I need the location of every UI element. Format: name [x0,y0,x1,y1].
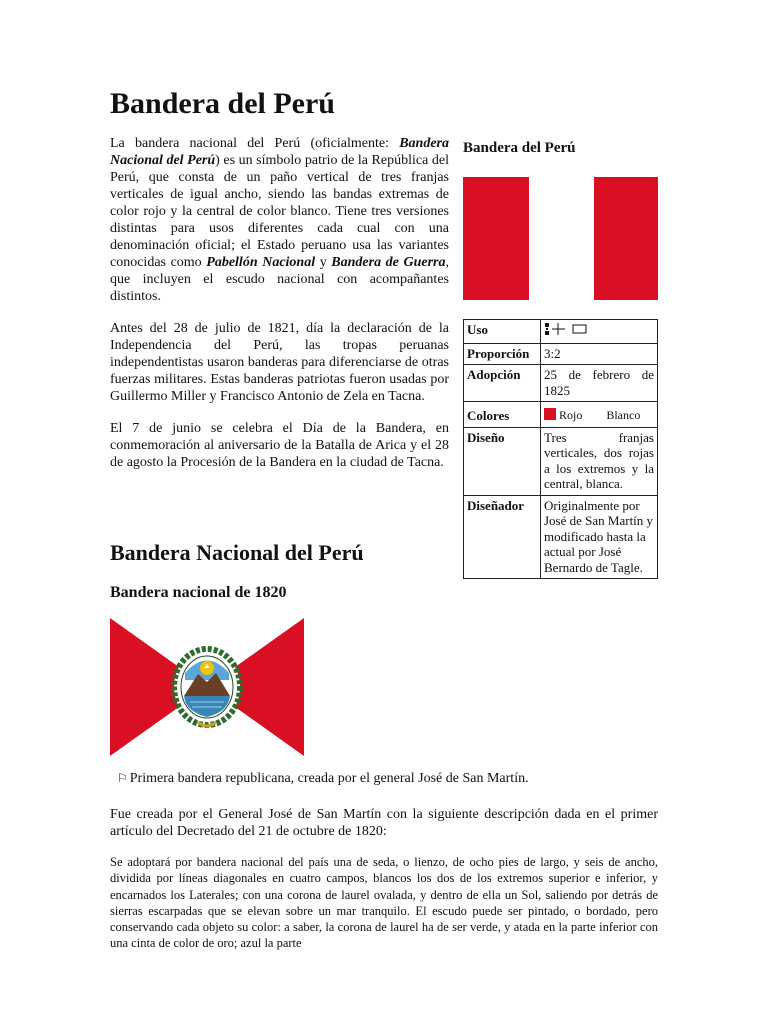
infobox-value [541,320,658,344]
white-swatch [591,408,603,420]
infobox-value: 3:2 [541,343,658,365]
flag-of-peru-image [463,177,658,300]
infobox-value: Originalmente por José de San Martín y modificado hasta la actual por José Bernardo de Tagle. [541,495,658,579]
infobox-label: Diseño [464,427,541,495]
intro-paragraph-3: El 7 de junio se celebra el Día de la Bandera, en conmemoración al aniversario de la Batalla de Arica y el 28 de agosto la Procesión de la Bandera en la ciudad de Tacna. [110,421,449,470]
infobox-label: Uso [464,320,541,344]
flag-1820-caption: ⚐ Primera bandera republicana, creada por el general José de San Martín. [117,771,529,786]
infobox-row-proporcion [464,343,658,365]
infobox-row-diseno [464,427,658,495]
intro-paragraph-2: Antes del 28 de julio de 1821, día la declaración de la Independencia del Perú, las tropas peruanas independentistas usaron banderas para diferenciarse de otras fuerzas militares. Estas banderas patriotas fueron usadas por Guillermo Miller y Francisco Antonio de Zela en Tacna. [110,321,449,404]
body-paragraph: Fue creada por el General José de San Martín con la siguiente descripción dada en el primer artículo del Decretado del 21 de octubre de 1820: [110,807,658,839]
flag-center-stripe [529,177,594,300]
decree-quote: Se adoptará por bandera nacional del país una de seda, o lienzo, de ocho pies de largo, y seis de ancho, dividida por líneas diagonales en cuatro campos, blancos los dos de los extremos superior e inferior, y encarnados los Laterales; con una corona de laurel ovalada, y dentro de ella un Sol, saliendo por detrás de sierras escarpadas que se elevan sobre un mar tranquilo. El escudo puede ser pintado, o bordado, pero conservando cada objeto su color: a saber, la corona de laurel ha de ser verde, y atada en la parte inferior con una cinta de color de oro; azul la parte [110,855,658,951]
infobox-label: Proporción [464,343,541,365]
infobox-row-uso [464,320,658,344]
caption-flag-icon: ⚐ [117,771,128,785]
flag-1820-image [110,618,304,756]
infobox-value: Rojo Blanco [541,402,658,428]
flag-outline-icon [572,323,588,335]
infobox-label: Diseñador [464,495,541,579]
subsection-title: Bandera nacional de 1820 [110,584,287,601]
official-name: Bandera Nacional del Perú [110,136,449,168]
red-swatch [544,408,556,420]
flag-left-stripe [463,177,529,300]
infobox-label: Adopción [464,365,541,402]
infobox-row-colores [464,402,658,428]
section-title: Bandera Nacional del Perú [110,540,364,565]
infobox-row-disenador [464,495,658,579]
variant-pabellon: Pabellón Nacional [206,255,316,270]
infobox-title: Bandera del Perú [463,140,576,156]
intro-text [110,135,449,486]
infobox-value: Tres franjas verticales, dos rojas a los extremos y la central, blanca. [541,427,658,495]
infobox-table [463,319,658,579]
infobox-row-adopcion [464,365,658,402]
page-title: Bandera del Perú [110,87,335,120]
infobox-label: Colores [464,402,541,428]
flag-right-stripe [594,177,658,300]
intro-paragraph-1: La bandera nacional del Perú (oficialmente: Bandera Nacional del Perú) es un símbolo patrio de la República del Perú, que consta de un paño vertical de tres franjas verticales de igual ancho, siendo las bandas extremas de color rojo y la central de color blanco. Tiene tres versiones distintas para usos diferentes cada cual con una denominación oficial; el Estado peruano usa las variantes conocidas como Pabellón Nacional y Bandera de Guerra, que incluyen el escudo nacional con acompañantes distintos. [110,136,449,304]
variant-guerra: Bandera de Guerra [331,255,446,270]
civil-use-icon [544,322,566,336]
infobox-value: 25 de febrero de 1825 [541,365,658,402]
